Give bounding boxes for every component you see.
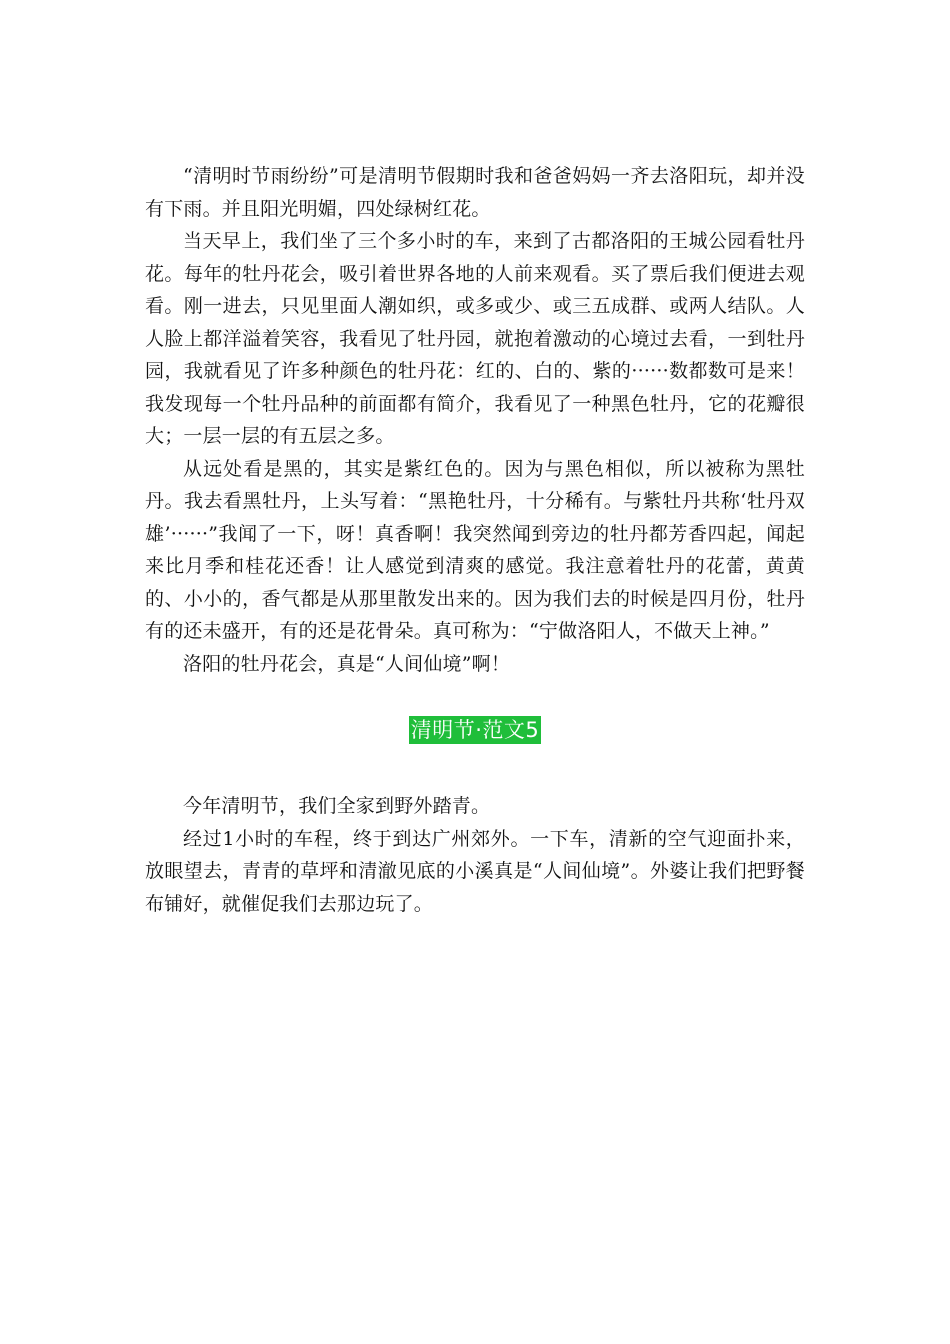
- section-heading: 清明节·范文5: [410, 718, 540, 742]
- paragraph: 从远处看是黑的，其实是紫红色的。因为与黑色相似，所以被称为黑牡丹。我去看黑牡丹，上头写着：“黑艳牡丹，十分稀有。与紫牡丹共称‘牡丹双雄’······”我闻了一下，呀！真香啊！我突然闻到旁边的牡丹都芳香四起，闻起来比月季和桂花还香！让人感觉到清爽的感觉。我注意着牡丹的花蕾，黄黄的、小小的，香气都是从那里散发出来的。因为我们去的时候是四月份，牡丹有的还未盛开，有的还是花骨朵。真可称为：“宁做洛阳人，不做天上神。”: [145, 457, 805, 642]
- section-heading-wrapper: [145, 716, 805, 746]
- article-luoyang-peony: [145, 160, 805, 680]
- paragraph: “清明时节雨纷纷”可是清明节假期时我和爸爸妈妈一齐去洛阳玩，却并没有下雨。并且阳光明媚，四处绿树红花。: [145, 165, 805, 220]
- paragraph: 今年清明节，我们全家到野外踏青。: [183, 795, 491, 817]
- document-page: [145, 160, 805, 920]
- paragraph: 当天早上，我们坐了三个多小时的车，来到了古都洛阳的王城公园看牡丹花。每年的牡丹花会，吸引着世界各地的人前来观看。买了票后我们便进去观看。刚一进去，只见里面人潮如织，或多或少、或三五成群、或两人结队。人人脸上都洋溢着笑容，我看见了牡丹园，就抱着激动的心境过去看，一到牡丹园，我就看见了许多种颜色的牡丹花：红的、白的、紫的······数都数可是来！我发现每一个牡丹品种的前面都有简介，我看见了一种黑色牡丹，它的花瓣很大；一层一层的有五层之多。: [145, 230, 805, 447]
- article-qingming-outing: [145, 790, 805, 920]
- paragraph: 经过1小时的车程，终于到达广州郊外。一下车，清新的空气迎面扑来，放眼望去，青青的草坪和清澈见底的小溪真是“人间仙境”。外婆让我们把野餐布铺好，就催促我们去那边玩了。: [145, 827, 805, 915]
- paragraph: 洛阳的牡丹花会，真是“人间仙境”啊！: [183, 652, 511, 675]
